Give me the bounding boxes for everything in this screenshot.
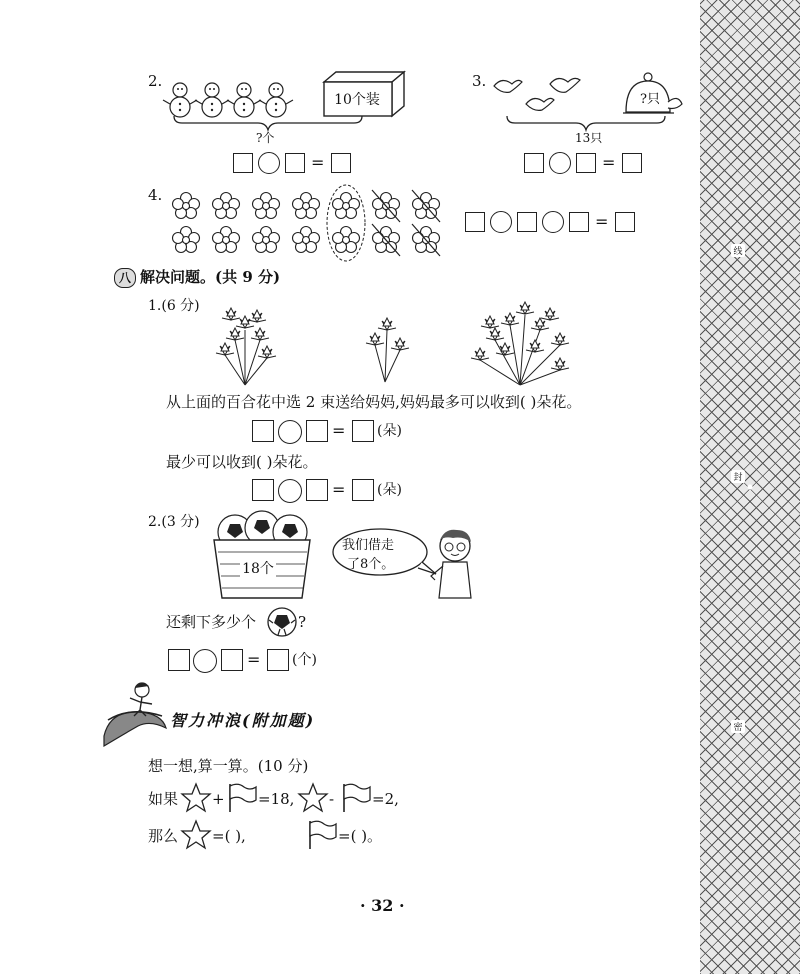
p1-unit-2: (朵): [377, 482, 402, 498]
bonus-line2-a: 那么: [148, 827, 179, 845]
flag-icon: [306, 819, 338, 851]
bonus-instruction: 想一想,算一算。(10 分): [148, 757, 309, 775]
box-label: 10个装: [334, 92, 380, 108]
q2-operator-circle[interactable]: [258, 152, 280, 174]
p1-question: 从上面的百合花中选 2 束送给妈妈,妈妈最多可以收到( )朵花。: [166, 393, 582, 411]
binding-margin-pattern: [700, 0, 800, 974]
flowers-illustration: [160, 184, 460, 264]
bonus-line2-b: =( ),: [212, 827, 246, 845]
bonus-line1-plus: +: [212, 790, 225, 808]
q4-answer-box-2[interactable]: [517, 212, 537, 232]
p1-answer-box-5[interactable]: [306, 479, 328, 501]
speech-text-2: 了8个。: [347, 557, 395, 572]
lily-bouquets-illustration: [205, 300, 605, 390]
flag-icon: [226, 782, 258, 814]
p1-unit-1: (朵): [377, 423, 402, 439]
bonus-title: 智力冲浪(附加题): [170, 711, 316, 730]
boy-illustration: [425, 526, 481, 602]
q4-number: 4.: [148, 186, 163, 204]
speech-text-1: 我们借走: [342, 538, 395, 553]
p2-question-a: 还剩下多少个: [166, 613, 257, 631]
star-icon: [297, 782, 329, 814]
q4-operator-circle-1[interactable]: [490, 211, 512, 233]
equals-sign: =: [602, 153, 616, 172]
p1-answer-box-3[interactable]: [352, 420, 374, 442]
equals-sign: =: [332, 480, 346, 499]
bonus-line1-b: =18,: [258, 790, 295, 808]
q4-answer-box-4[interactable]: [615, 212, 635, 232]
q2-answer-box-3[interactable]: [331, 153, 351, 173]
bonus-line1-c: =2,: [372, 790, 399, 808]
bonus-line2-c: =( )。: [338, 827, 383, 845]
q4-answer-box-1[interactable]: [465, 212, 485, 232]
p2-answer-box-1[interactable]: [168, 649, 190, 671]
p1-answer-box-6[interactable]: [352, 479, 374, 501]
q4-operator-circle-2[interactable]: [542, 211, 564, 233]
section-title: 解决问题。(共 9 分): [140, 268, 281, 286]
p2-unit: (个): [292, 652, 317, 668]
equals-sign: =: [595, 212, 609, 231]
p2-question-b: ?: [298, 613, 307, 631]
page-number: · 32 ·: [360, 896, 405, 915]
q3-number: 3.: [472, 72, 487, 90]
p1-operator-circle-2[interactable]: [278, 479, 302, 503]
surfer-logo: [100, 676, 170, 748]
q3-answer-box-3[interactable]: [622, 153, 642, 173]
soccer-ball-icon: [266, 606, 298, 638]
section-badge: 八: [114, 268, 136, 288]
basket-of-balls-illustration: [210, 510, 315, 602]
star-icon: [180, 819, 212, 851]
basket-label: 18个: [242, 561, 274, 577]
q3-answer-box-2[interactable]: [576, 153, 596, 173]
equals-sign: =: [332, 421, 346, 440]
p1-answer-box-2[interactable]: [306, 420, 328, 442]
p2-number: 2.(3 分): [148, 514, 200, 530]
birds-illustration: [490, 70, 586, 114]
binding-label-feng: 封: [731, 470, 745, 483]
q2-answer-box-2[interactable]: [285, 153, 305, 173]
binding-label-xian: 线: [731, 244, 745, 257]
bell-label: ?只: [640, 92, 660, 107]
q2-number: 2.: [148, 72, 163, 90]
p2-answer-box-2[interactable]: [221, 649, 243, 671]
p1-operator-circle[interactable]: [278, 420, 302, 444]
equals-sign: =: [311, 153, 325, 172]
binding-label-mi: 密: [731, 720, 745, 733]
p1-number: 1.(6 分): [148, 298, 200, 314]
star-icon: [180, 782, 212, 814]
p2-answer-box-3[interactable]: [267, 649, 289, 671]
q3-total: 13只: [575, 131, 603, 145]
bonus-line1-a: 如果: [148, 790, 179, 808]
equals-sign: =: [247, 650, 261, 669]
p1-question-2: 最少可以收到( )朵花。: [166, 453, 318, 471]
q2-answer-box-1[interactable]: [233, 153, 253, 173]
q3-operator-circle[interactable]: [549, 152, 571, 174]
p1-answer-box-1[interactable]: [252, 420, 274, 442]
flag-icon: [340, 782, 372, 814]
q4-answer-box-3[interactable]: [569, 212, 589, 232]
p2-operator-circle[interactable]: [193, 649, 217, 673]
q2-total: ?个: [256, 131, 275, 145]
q3-answer-box-1[interactable]: [524, 153, 544, 173]
bonus-line1-minus: -: [329, 790, 335, 808]
p1-answer-box-4[interactable]: [252, 479, 274, 501]
